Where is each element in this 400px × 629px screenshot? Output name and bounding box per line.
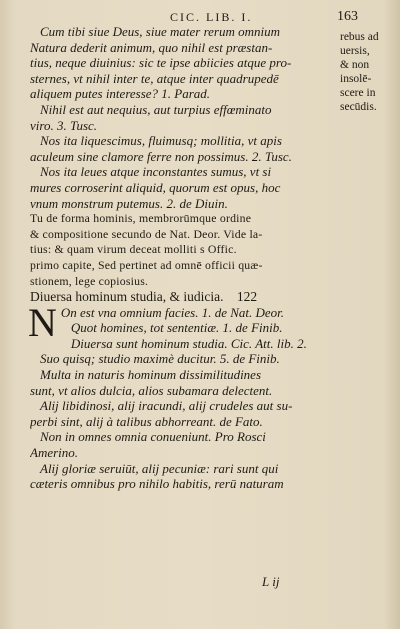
margin-note-line: scere in — [340, 87, 376, 99]
text-line: On est vna omnium facies. 1. de Nat. Deor. — [60, 304, 285, 320]
text-line: aliquem putes interesse? 1. Parad. — [30, 86, 211, 102]
text-line: & compositione secundo de Nat. Deor. Vide la- — [30, 226, 263, 241]
text-line: Multa in naturis hominum dissimilitudines — [40, 367, 262, 383]
text-line: tius: & quam virum deceat molliti s Offic. — [30, 242, 237, 257]
margin-note — [340, 30, 398, 114]
text-block — [30, 24, 336, 492]
text-line: Nihil est aut nequius, aut turpius effœminato — [40, 101, 272, 117]
text-line: Alij gloriæ seruiūt, alij pecuniæ: rari sunt qui — [40, 460, 279, 476]
margin-note-line: secūdis. — [340, 101, 377, 113]
text-line: stionem, lege copiosius. — [30, 273, 149, 288]
running-title: CIC. LIB. I. — [170, 10, 253, 24]
margin-note-line: & non — [340, 59, 370, 71]
text-line: Nos ita liquescimus, fluimusq; mollitia, vt apis — [40, 133, 282, 149]
text-line: mures corroserint aliquid, quorum est opus, hoc — [30, 179, 281, 195]
section-heading-title: Diuersa hominum studia, & iudicia. — [30, 289, 224, 305]
text-line: sunt, vt alios dulcia, alios subamara delectent. — [30, 382, 273, 398]
text-line: Non in omnes omnia conueniunt. Pro Rosci — [40, 429, 266, 445]
text-line: Natura dederit animum, quo nihil est præstan- — [30, 39, 273, 55]
margin-note-line: uersis, — [340, 45, 370, 57]
text-line: Tu de forma hominis, membrorūmque ordine — [30, 211, 252, 226]
text-line: viro. 3. Tusc. — [30, 117, 98, 133]
section-heading — [30, 289, 336, 305]
text-line: Amerino. — [30, 445, 79, 461]
text-line: Nos ita leues atque inconstantes sumus, vt si — [40, 164, 272, 180]
drop-cap: N — [28, 299, 57, 345]
text-line: cæteris omnibus pro nihilo habitis, rerū naturam — [30, 476, 284, 492]
page-number: 163 — [337, 9, 358, 24]
text-line: vnum monstrum putemus. 2. de Diuin. — [30, 195, 228, 211]
text-line: Alij libidinosi, alij iracundi, alij crudeles aut su- — [40, 398, 293, 414]
text-line: primo capite, Sed pertinet ad omnē officii quæ- — [30, 257, 263, 272]
signature-mark: L ij — [262, 574, 280, 589]
text-line: Suo quisq; studio maximè ducitur. 5. de Finib. — [40, 351, 280, 367]
text-line: sternes, vt nihil inter te, atque inter quadrupedē — [30, 70, 279, 86]
text-line: tius, neque diuinius: sic te ipse abiicies atque pro- — [30, 55, 292, 71]
margin-note-line: rebus ad — [340, 31, 379, 43]
section-number: 122 — [236, 289, 258, 305]
text-line: perbi sint, alij à talibus abhorreant. de Fato. — [30, 413, 263, 429]
margin-note-line: insolē- — [340, 73, 372, 85]
text-line: Diuersa sunt hominum studia. Cic. Att. lib. 2. — [70, 335, 307, 351]
text-line: Cum tibi siue Deus, siue mater rerum omnium — [40, 24, 281, 39]
text-line: Quot homines, tot sententiæ. 1. de Finib. — [70, 320, 283, 336]
text-line: aculeum sine clamore ferre non possimus. 2. Tusc. — [30, 148, 292, 164]
